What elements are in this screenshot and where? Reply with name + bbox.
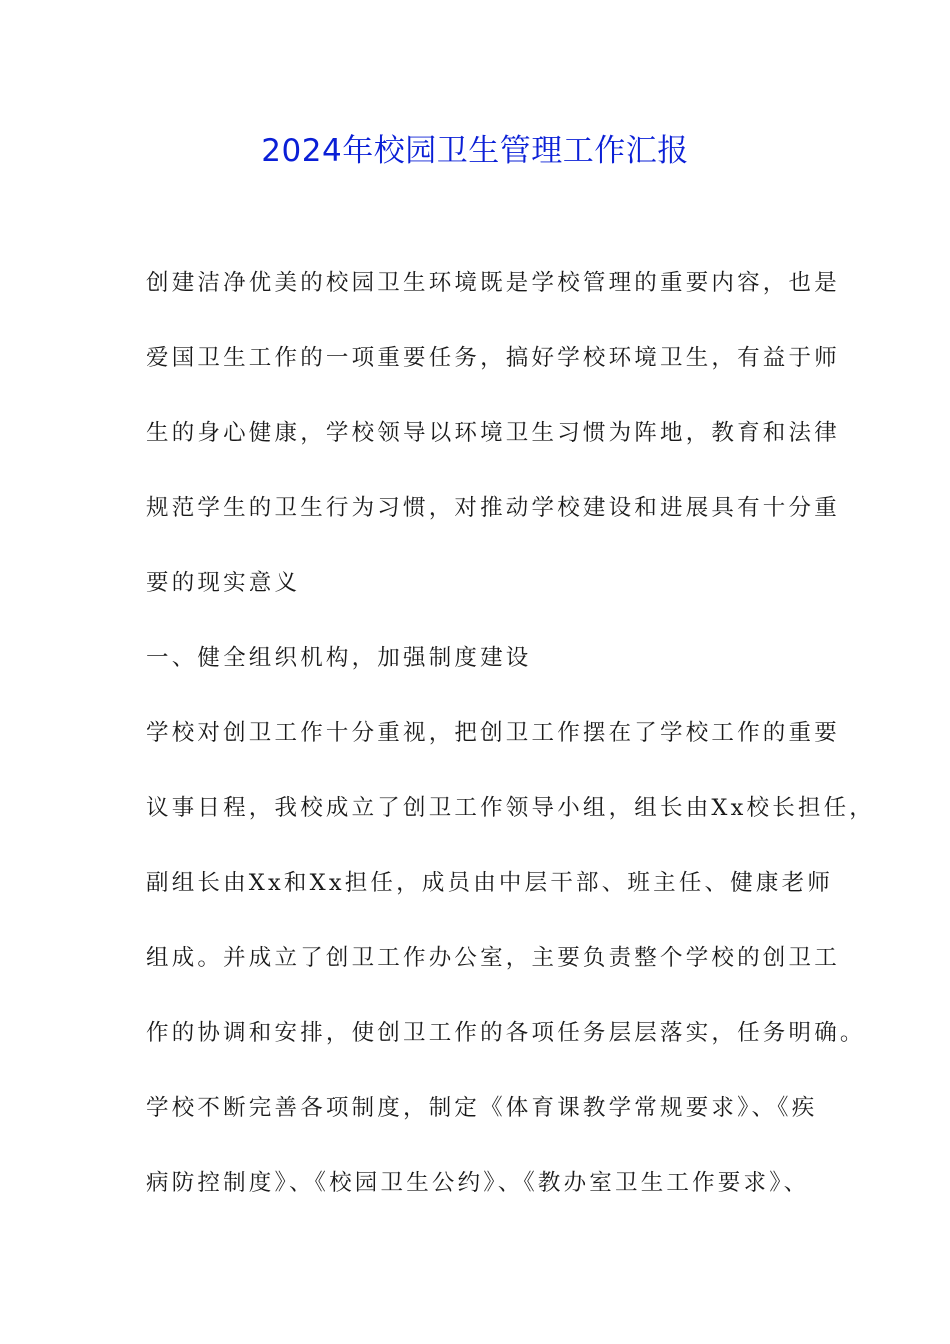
paragraph-line: 议事日程，我校成立了创卫工作领导小组，组长由Xx校长担任， [146,795,876,821]
paragraph-line: 要的现实意义 [146,570,301,596]
paragraph-line: 规范学生的卫生行为习惯，对推动学校建设和进展具有十分重 [146,495,840,521]
document-title: 2024年校园卫生管理工作汇报 [261,133,689,169]
paragraph-line: 病防控制度》、《校园卫生公约》、《教办室卫生工作要求》、 [146,1170,810,1196]
paragraph-line: 生的身心健康，学校领导以环境卫生习惯为阵地，教育和法律 [146,420,840,446]
paragraph-line: 作的协调和安排，使创卫工作的各项任务层层落实，任务明确。 [146,1020,866,1046]
paragraph-line: 学校对创卫工作十分重视，把创卫工作摆在了学校工作的重要 [146,720,840,746]
paragraph-line: 创建洁净优美的校园卫生环境既是学校管理的重要内容，也是 [146,270,840,296]
paragraph-line: 副组长由Xx和Xx担任，成员由中层干部、班主任、健康老师 [146,870,834,896]
section-heading: 一、健全组织机构，加强制度建设 [146,645,532,671]
paragraph-line: 爱国卫生工作的一项重要任务，搞好学校环境卫生，有益于师 [146,345,840,371]
paragraph-line: 学校不断完善各项制度，制定《体育课教学常规要求》、《疾 [146,1095,818,1121]
paragraph-line: 组成。并成立了创卫工作办公室，主要负责整个学校的创卫工 [146,945,840,971]
